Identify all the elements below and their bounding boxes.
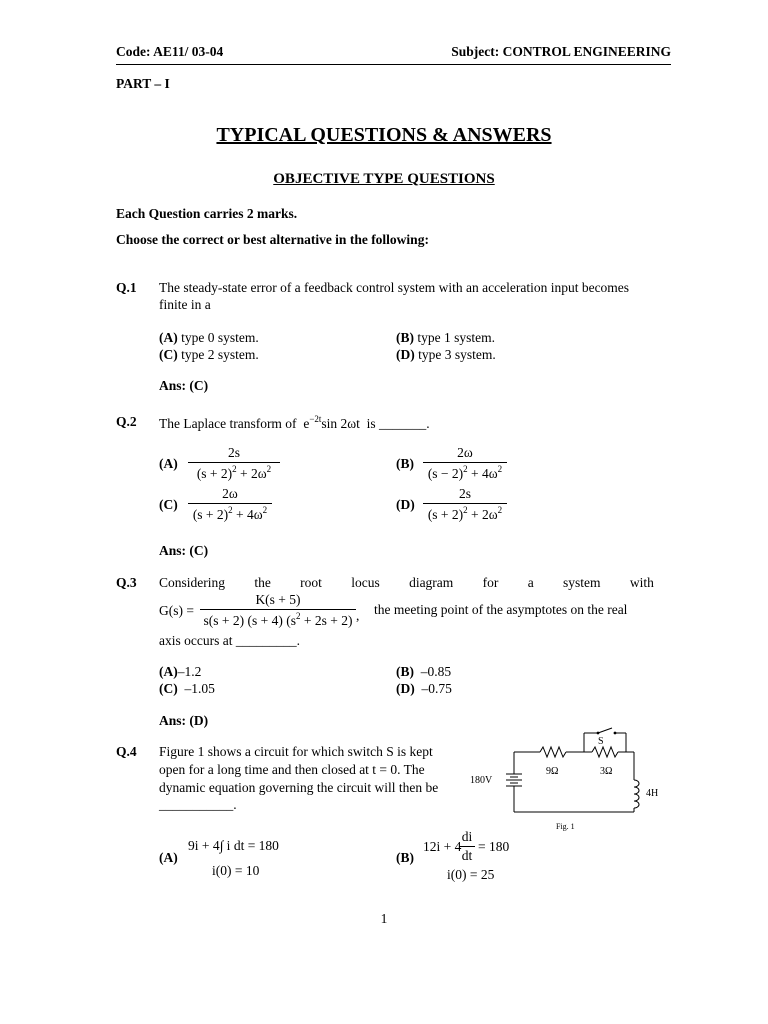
option-b-label: (B) xyxy=(396,850,414,865)
question-number: Q.3 xyxy=(116,575,137,590)
question-text: The Laplace transform of $e^{-2t}\sin$ 2ωt is _______. xyxy=(159,414,430,431)
option-b-equation: 12i + 4 xyxy=(423,839,462,854)
option-c: (C) type 2 system. xyxy=(159,347,259,362)
option-b-label: (B) xyxy=(396,456,414,471)
option-b-fraction: 2ω $(s - 2)^2 + 4\omega^2$ xyxy=(423,445,507,482)
resistor-1-label: 9Ω xyxy=(546,766,559,777)
option-b: (B) type 1 system. xyxy=(396,330,495,345)
switch-label: S xyxy=(598,736,604,747)
option-d-fraction: 2s $(s + 2)^2 + 2\omega^2$ xyxy=(423,486,507,523)
option-a-label: (A) xyxy=(159,456,178,471)
option-d: (D) type 3 system. xyxy=(396,347,496,362)
question-text: the meeting point of the asymptotes on the real xyxy=(374,602,628,617)
instruction-marks: Each Question carries 2 marks. xyxy=(116,206,298,221)
header-divider xyxy=(116,64,671,65)
option-a-initial: i(0) = 10 xyxy=(212,863,260,878)
question-text: ___________. xyxy=(159,797,237,812)
option-d: (D) –0.75 xyxy=(396,681,452,696)
transfer-function-fraction: K(s + 5) s(s + 2) (s + 4) $(s^2 + 2s + 2)$ xyxy=(200,592,356,629)
source-voltage-label: 180V xyxy=(470,775,493,786)
option-c-label: (C) xyxy=(159,497,178,512)
option-a-equation: 9i + 4∫ i dt = 180 xyxy=(188,838,279,853)
answer: Ans: (D) xyxy=(159,713,209,728)
page-number: 1 xyxy=(380,911,388,926)
answer: Ans: (C) xyxy=(159,378,209,393)
fraction-comma: , xyxy=(356,608,360,623)
page-title: TYPICAL QUESTIONS & ANSWERS xyxy=(216,124,552,146)
option-c: (C) –1.05 xyxy=(159,681,215,696)
question-text: finite in a xyxy=(159,297,211,312)
document-subject: Subject: CONTROL ENGINEERING xyxy=(451,44,671,59)
part-label: PART – I xyxy=(116,76,170,91)
option-a-label: (A) xyxy=(159,850,178,865)
option-c-fraction: 2ω $(s + 2)^2 + 4\omega^2$ xyxy=(188,486,272,523)
instruction-choose: Choose the correct or best alternative in the following: xyxy=(116,232,429,247)
question-text: axis occurs at _________. xyxy=(159,633,300,648)
inductor-label: 4H xyxy=(646,788,659,799)
option-b: (B) –0.85 xyxy=(396,664,452,679)
question-text: Figure 1 shows a circuit for which switch S is kept xyxy=(159,744,433,759)
question-text: open for a long time and then closed at t = 0. The xyxy=(159,762,425,777)
option-b-initial: i(0) = 25 xyxy=(447,867,495,882)
transfer-function-label: G(s) = xyxy=(159,603,194,618)
document-code: Code: AE11/ 03-04 xyxy=(116,44,224,59)
section-subtitle: OBJECTIVE TYPE QUESTIONS xyxy=(273,171,495,187)
question-text: Considering the root locus diagram for a system with xyxy=(159,575,654,590)
question-number: Q.1 xyxy=(116,280,137,295)
option-a: (A)–1.2 xyxy=(159,664,202,679)
option-b-derivative: di dt xyxy=(459,829,475,864)
figure-caption: Fig. 1 xyxy=(556,822,575,831)
option-b-equation-rhs: = 180 xyxy=(478,839,510,854)
resistor-2-label: 3Ω xyxy=(600,766,613,777)
option-d-label: (D) xyxy=(396,497,415,512)
question-text: dynamic equation governing the circuit will then be xyxy=(159,780,439,795)
option-a: (A) type 0 system. xyxy=(159,330,259,345)
option-a-fraction: 2s $(s + 2)^2 + 2\omega^2$ xyxy=(188,445,280,482)
answer: Ans: (C) xyxy=(159,543,209,558)
question-number: Q.4 xyxy=(116,744,137,759)
question-number: Q.2 xyxy=(116,414,137,429)
circuit-figure xyxy=(470,722,670,838)
question-text: The steady-state error of a feedback control system with an acceleration input becomes xyxy=(159,280,630,295)
